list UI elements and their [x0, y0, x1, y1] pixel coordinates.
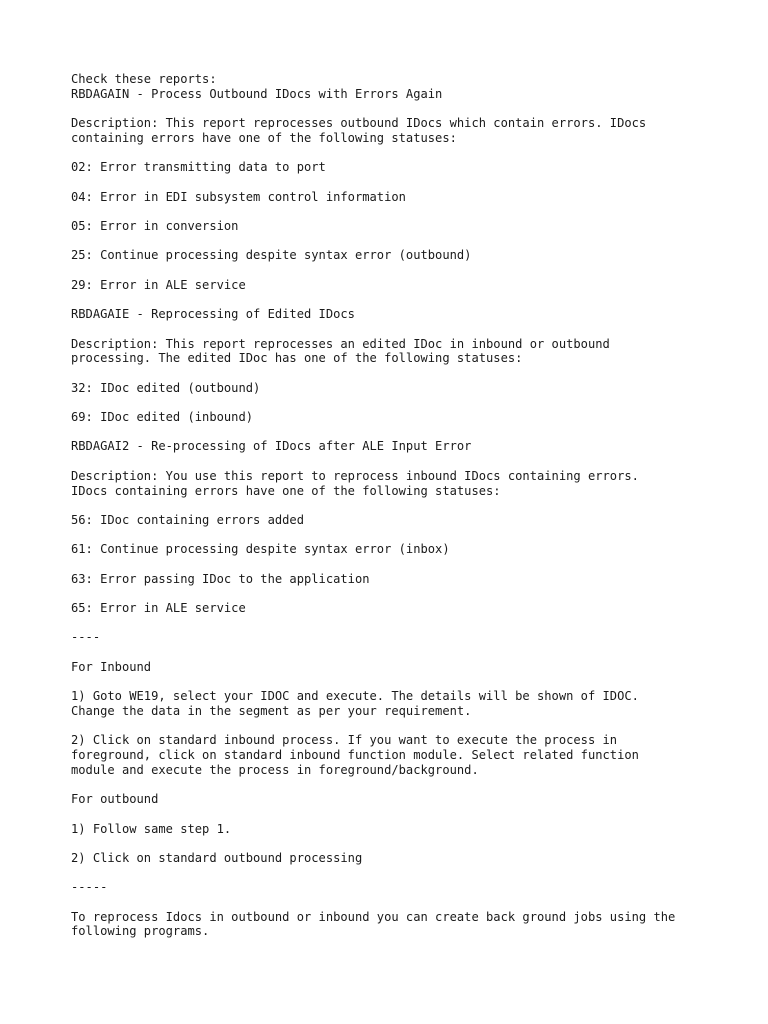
text-line: ----	[71, 630, 101, 645]
paragraph	[71, 190, 751, 205]
paragraph	[71, 601, 751, 616]
paragraph	[71, 630, 751, 645]
text-line: foreground, click on standard inbound function module. Select related function	[71, 748, 639, 763]
paragraph	[71, 116, 751, 145]
paragraph	[71, 307, 751, 322]
paragraph	[71, 439, 751, 454]
text-line: 2) Click on standard outbound processing	[71, 850, 363, 865]
text-line: 63: Error passing IDoc to the application	[71, 571, 370, 586]
paragraph	[71, 733, 751, 777]
text-line: 1) Follow same step 1.	[71, 821, 232, 836]
paragraph	[71, 248, 751, 263]
paragraph	[71, 822, 751, 837]
text-line: Description: You use this report to reprocess inbound IDocs containing errors.	[71, 468, 639, 483]
text-line: containing errors have one of the following statuses:	[71, 130, 457, 145]
text-line: 29: Error in ALE service	[71, 277, 246, 292]
text-line: Description: This report reprocesses outbound IDocs which contain errors. IDocs	[71, 116, 647, 131]
text-line: 65: Error in ALE service	[71, 601, 246, 616]
text-line: Description: This report reprocesses an edited IDoc in inbound or outbound	[71, 336, 610, 351]
text-line: IDocs containing errors have one of the following statuses:	[71, 483, 501, 498]
paragraph	[71, 278, 751, 293]
text-line: RBDAGAI2 - Re-processing of IDocs after ALE Input Error	[71, 439, 472, 454]
text-line: For Inbound	[71, 659, 152, 674]
text-line: processing. The edited IDoc has one of the following statuses:	[71, 351, 523, 366]
paragraph	[71, 689, 751, 718]
text-line: module and execute the process in foreground/background.	[71, 762, 479, 777]
text-line: 05: Error in conversion	[71, 218, 239, 233]
paragraph	[71, 381, 751, 396]
paragraph	[71, 337, 751, 366]
paragraph	[71, 469, 751, 498]
text-line: 25: Continue processing despite syntax error (outbound)	[71, 248, 472, 263]
text-line: Check these reports:	[71, 72, 217, 86]
text-line: RBDAGAIN - Process Outbound IDocs with Errors Again	[71, 86, 443, 101]
text-line: 2) Click on standard inbound process. If you want to execute the process in	[71, 733, 618, 748]
paragraph	[71, 660, 751, 675]
paragraph	[71, 410, 751, 425]
text-line: To reprocess Idocs in outbound or inbound you can create back ground jobs using the	[71, 909, 676, 924]
paragraph	[71, 792, 751, 807]
text-line: 56: IDoc containing errors added	[71, 512, 304, 527]
text-line: RBDAGAIE - Reprocessing of Edited IDocs	[71, 307, 355, 322]
text-line: 04: Error in EDI subsystem control information	[71, 189, 406, 204]
text-line: following programs.	[71, 924, 210, 939]
paragraph	[71, 513, 751, 528]
text-line: 61: Continue processing despite syntax error (inbox)	[71, 542, 450, 557]
text-line: Change the data in the segment as per your requirement.	[71, 703, 472, 718]
text-line: -----	[71, 880, 108, 895]
text-line: 32: IDoc edited (outbound)	[71, 380, 261, 395]
paragraph	[71, 72, 751, 101]
text-line: For outbound	[71, 792, 159, 807]
paragraph	[71, 851, 751, 866]
paragraph	[71, 160, 751, 175]
text-line: 69: IDoc edited (inbound)	[71, 410, 254, 425]
paragraph	[71, 910, 751, 939]
paragraph	[71, 542, 751, 557]
document-body	[71, 72, 751, 954]
paragraph	[71, 880, 751, 895]
text-line: 1) Goto WE19, select your IDOC and execute. The details will be shown of IDOC.	[71, 689, 639, 704]
paragraph	[71, 572, 751, 587]
paragraph	[71, 219, 751, 234]
text-line: 02: Error transmitting data to port	[71, 160, 326, 175]
